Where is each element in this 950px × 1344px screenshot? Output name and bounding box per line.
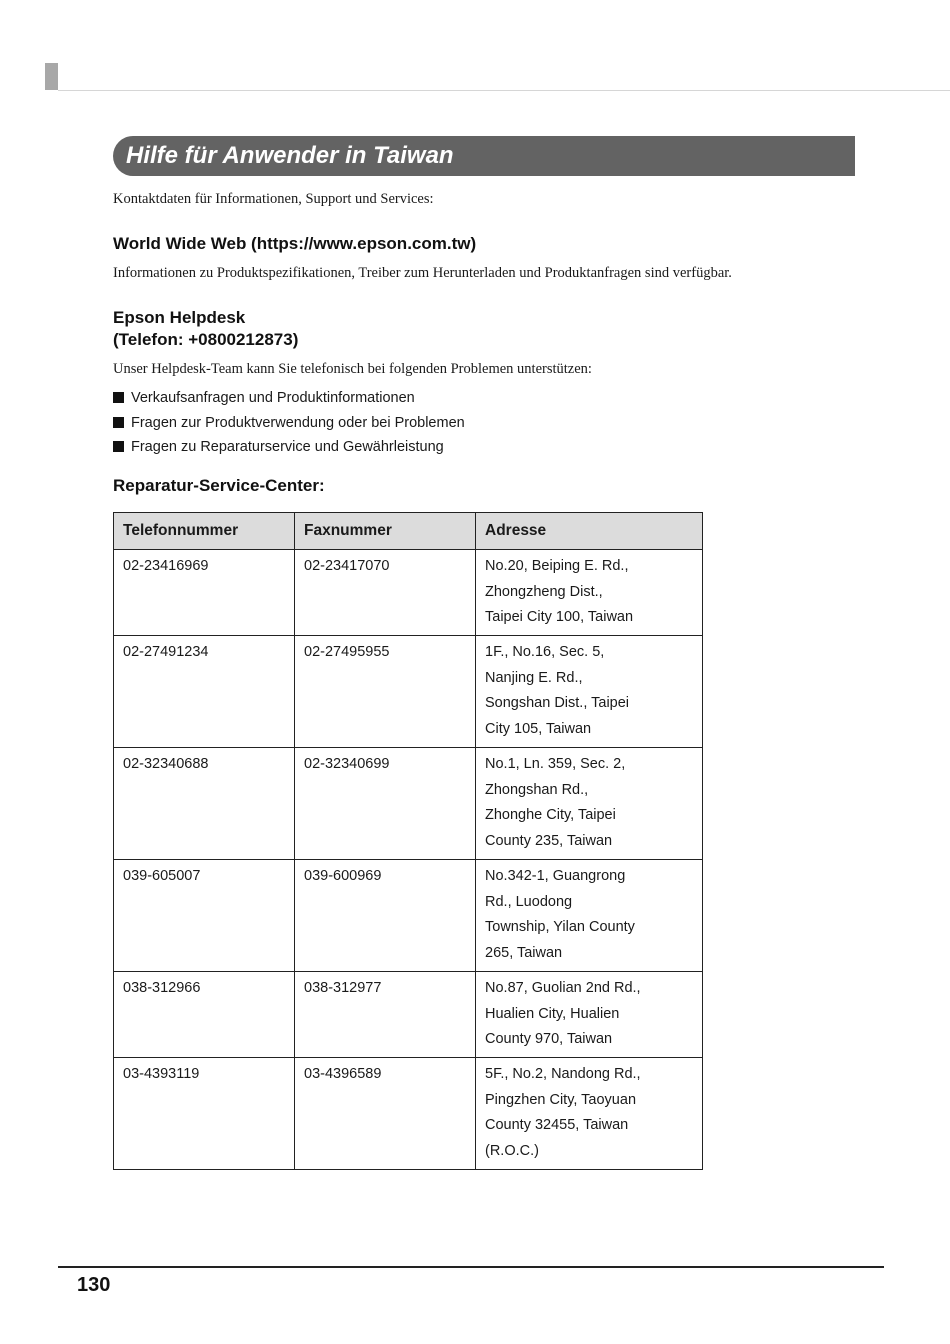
helpdesk-heading	[113, 307, 298, 350]
address-cell	[476, 550, 703, 636]
address-line: Zhonghe City, Taipei	[485, 807, 616, 824]
helpdesk-topic-list	[113, 387, 465, 461]
bullet-square-icon	[113, 441, 124, 452]
web-heading: World Wide Web (https://www.epson.com.tw)	[113, 234, 477, 253]
address-line: County 235, Taiwan	[485, 833, 613, 850]
address-line: (R.O.C.)	[485, 1143, 539, 1160]
address-line: 1F., No.16, Sec. 5,	[485, 644, 605, 660]
fax-cell: 03-4396589	[295, 1058, 476, 1170]
phone-cell: 038-312966	[114, 972, 295, 1058]
address-cell	[476, 748, 703, 860]
section-title: Hilfe für Anwender in Taiwan	[126, 142, 454, 169]
address-line: Pingzhen City, Taoyuan	[485, 1091, 637, 1108]
address-line: County 32455, Taiwan	[485, 1117, 629, 1134]
phone-cell: 02-23416969	[114, 550, 295, 636]
address-line: 265, Taiwan	[485, 945, 563, 962]
fax-cell: 038-312977	[295, 972, 476, 1058]
footer-rule	[58, 1266, 884, 1268]
address-line: Nanjing E. Rd.,	[485, 669, 583, 686]
table-row	[114, 748, 703, 860]
header-rule	[58, 90, 950, 91]
table-row	[114, 972, 703, 1058]
section-title-bar	[113, 136, 855, 176]
phone-cell: 039-605007	[114, 860, 295, 972]
address-line: Songshan Dist., Taipei	[485, 695, 630, 712]
list-item	[113, 412, 465, 437]
fax-cell: 02-32340699	[295, 748, 476, 860]
column-header-phone: Telefonnummer	[114, 513, 295, 550]
address-line: No.87, Guolian 2nd Rd.,	[485, 980, 641, 996]
phone-cell: 03-4393119	[114, 1058, 295, 1170]
address-line: Hualien City, Hualien	[485, 1005, 620, 1022]
header-tab-marker	[45, 63, 58, 90]
list-item-text: Verkaufsanfragen und Produktinformationen	[131, 390, 415, 406]
helpdesk-heading-line1: Epson Helpdesk	[113, 308, 246, 327]
column-header-fax: Faxnummer	[295, 513, 476, 550]
helpdesk-heading-line2: (Telefon: +0800212873)	[113, 329, 299, 349]
phone-cell: 02-32340688	[114, 748, 295, 860]
bullet-square-icon	[113, 417, 124, 428]
address-line: Zhongshan Rd.,	[485, 781, 589, 798]
table-header-row	[114, 513, 703, 550]
repair-heading: Reparatur-Service-Center:	[113, 476, 325, 495]
table-row	[114, 860, 703, 972]
page-number: 130	[77, 1274, 111, 1296]
table-row	[114, 1058, 703, 1170]
intro-text: Kontaktdaten für Informationen, Support und Services:	[113, 191, 434, 207]
address-line: City 105, Taiwan	[485, 721, 592, 738]
address-cell	[476, 972, 703, 1058]
address-line: Zhongzheng Dist.,	[485, 583, 603, 600]
list-item-text: Fragen zur Produktverwendung oder bei Problemen	[131, 414, 465, 431]
address-cell	[476, 1058, 703, 1170]
address-line: Taipei City 100, Taiwan	[485, 609, 634, 626]
address-cell	[476, 636, 703, 748]
table-row	[114, 550, 703, 636]
address-line: Township, Yilan County	[485, 919, 635, 936]
address-line: No.20, Beiping E. Rd.,	[485, 558, 629, 574]
column-header-address: Adresse	[476, 513, 703, 550]
address-line: 5F., No.2, Nandong Rd.,	[485, 1066, 641, 1082]
phone-cell: 02-27491234	[114, 636, 295, 748]
list-item-text: Fragen zu Reparaturservice und Gewährleistung	[131, 439, 444, 455]
fax-cell: 02-23417070	[295, 550, 476, 636]
table-row	[114, 636, 703, 748]
repair-center-table	[113, 512, 703, 1170]
web-text: Informationen zu Produktspezifikationen, Treiber zum Herunterladen und Produktanfragen sind verfügbar.	[113, 265, 732, 281]
address-line: County 970, Taiwan	[485, 1031, 613, 1048]
address-line: No.342-1, Guangrong	[485, 868, 626, 884]
fax-cell: 02-27495955	[295, 636, 476, 748]
bullet-square-icon	[113, 392, 124, 403]
address-line: Rd., Luodong	[485, 893, 573, 910]
address-cell	[476, 860, 703, 972]
address-line: No.1, Ln. 359, Sec. 2,	[485, 756, 626, 772]
helpdesk-text: Unser Helpdesk-Team kann Sie telefonisch bei folgenden Problemen unterstützen:	[113, 361, 592, 377]
list-item	[113, 387, 465, 412]
list-item	[113, 436, 465, 461]
fax-cell: 039-600969	[295, 860, 476, 972]
